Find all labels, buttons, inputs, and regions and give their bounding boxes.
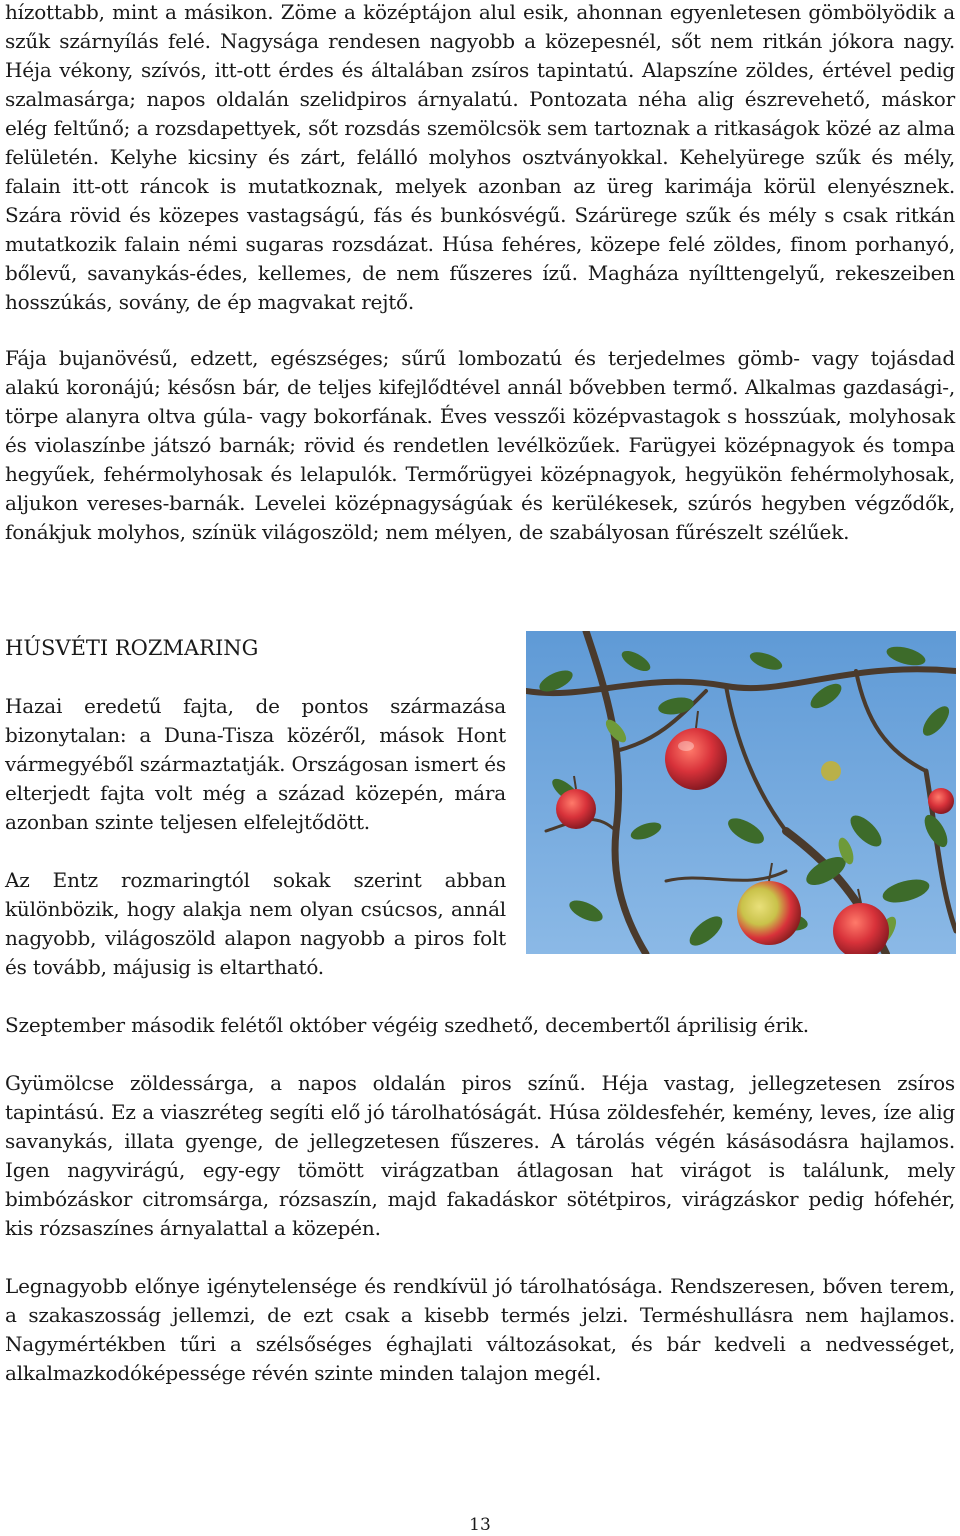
paragraph-fruit: Gyümölcse zöldessárga, a napos oldalán piros színű. Héja vastag, jellegzetesen zsíros tapintású. Ez a viaszréteg segíti elő jó tárolhatóságát. Húsa zöldesfehér, kemény, leves, íze alig savanykás, illata gyenge, de jellegzetesen fűszeres. A tárolás végén kásásodásra hajlamos. Igen nagyvirágú, egy-egy tömött virágzatban átlagosan hat virágot is találunk, mely bimbózáskor citromsárga, rózsaszín, majd fakadáskor sötétpiros, virágzáskor pedig hófehér, kis rózsaszínes árnyalattal a közepén. [5, 1071, 955, 1240]
page-number: 13 [469, 1515, 491, 1535]
paragraph-tree-description: Fája bujanövésű, edzett, egészséges; sűrű lombozatú és terjedelmes gömb- vagy tojásdad alakú koronájú; késősn bár, de teljes kifejlődtével annál bővebben termő. Alkalmas gazdasági-, törpe alanyra oltva gúla- vagy bokorfának. Éves vesszői középvastagok s hosszúak, molyhosak és violaszínbe játszó barnák; rövid és rendetlen levélközűek. Farügyei középnagyok és tompa hegyűek, fehérmolyhosak és lelapulók. Termőrügyei középnagyok, hegyükön fehérmolyhosak, aljukon vereses-barnák. Levelei középnagyságúak és kerülékesek, szúrós hegyben végződők, fonákjuk molyhos, színük világoszöld; nem mélyen, de szabályosan fűrészelt szélűek. [5, 346, 955, 544]
apple-tree-photo [526, 631, 956, 954]
section-heading: HÚSVÉTI ROZMARING [5, 636, 259, 660]
paragraph-harvest: Szeptember második felétől október végéig szedhető, decembertől áprilisig érik. [5, 1013, 809, 1037]
paragraph-origin: Hazai eredetű fajta, de pontos származása bizonytalan: a Duna-Tisza közéről, mások Hont vármegyéből származtatják. Országosan ismert és elterjedt fajta volt még a század közepén, mára azonban szinte teljesen elfelejtődött. [5, 694, 506, 834]
paragraph-apple-description: hízottabb, mint a másikon. Zöme a középtájon alul esik, ahonnan egyenletesen gömbölyödik a szűk szárnyílás felé. Nagysága rendesen nagyobb a közepesnél, sőt nem ritkán jókora nagy. Héja vékony, szívós, itt-ott érdes és általában zsíros tapintatú. Alapszíne zöldes, értével pedig szalmasárga; napos oldalán szelidpiros árnyalatú. Pontozata néha alig észrevehető, máskor elég feltűnő; a rozsdapettyek, sőt rozsdás szemölcsök sem tartoznak a ritkaságok közé az alma felületén. Kelyhe kicsiny és zárt, felálló molyhos osztványokkal. Kehelyürege szűk és mély, falain itt-ott ráncok is mutatkoznak, melyek azonban az üreg karimája körül elenyésznek. Szára rövid és közepes vastagságú, fás és bunkósvégű. Szárürege szűk és mély s csak ritkán mutatkozik falain némi sugaras rozsdázat. Húsa fehéres, közepe felé zöldes, finom porhanyó, bőlevű, savanykás-édes, kellemes, de nem fűszeres ízű. Magháza nyílttengelyű, rekeszeiben hosszúkás, sovány, de ép magvakat rejtő. [5, 0, 955, 314]
paragraph-advantages: Legnagyobb előnye igénytelensége és rendkívül jó tárolhatósága. Rendszeresen, bőven terem, a szakaszosság jellemzi, de ezt csak a kisebb termés jelzi. Terméshullásra nem hajlamos. Nagymértékben tűri a szélsőséges éghajlati változásokat, és bár kedveli a nedvességet, alkalmazkodóképessége révén szinte minden talajon megél. [5, 1274, 955, 1385]
paragraph-difference: Az Entz rozmaringtól sokak szerint abban különbözik, hogy alakja nem olyan csúcsos, annál nagyobb, világoszöld alapon nagyobb a piros folt és tovább, májusig is eltartható. [5, 868, 506, 979]
